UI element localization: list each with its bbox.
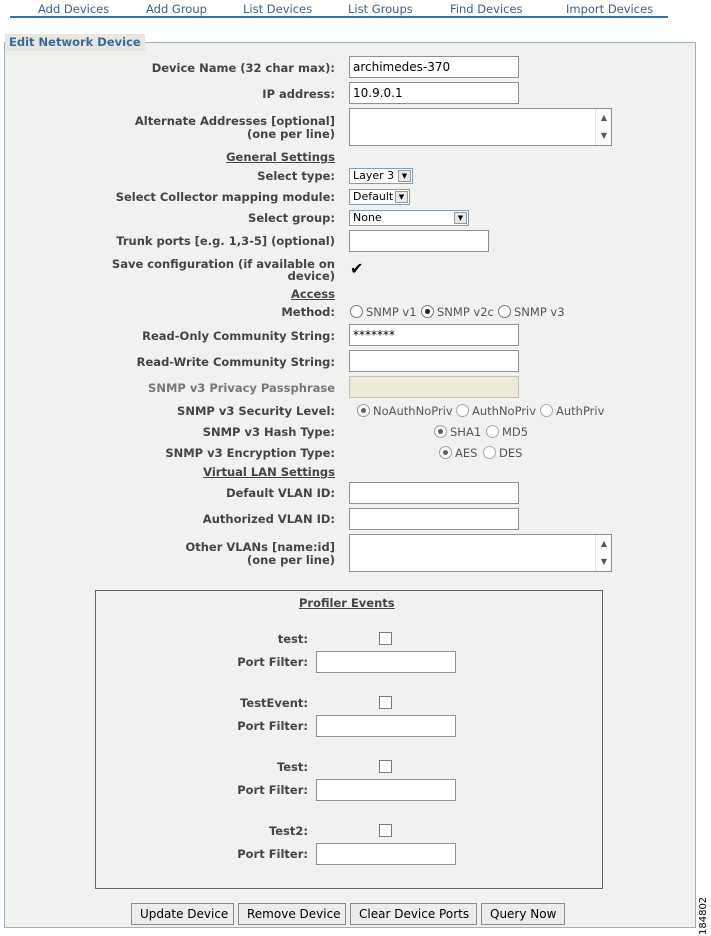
read-write-community-label: Read-Write Community String:	[136, 355, 335, 369]
other-vlans-sublabel: (one per line)	[247, 553, 335, 567]
hash-md5-label: MD5	[502, 425, 529, 439]
nav-find-devices[interactable]: Find Devices	[450, 2, 523, 16]
scroll-down-icon[interactable]: ▼	[600, 131, 608, 140]
save-configuration-sublabel: device)	[287, 269, 335, 283]
save-configuration-checkbox[interactable]: ✔	[350, 259, 364, 278]
security-noauthnopriv-label: NoAuthNoPriv	[373, 404, 453, 418]
nav-list-devices[interactable]: List Devices	[243, 2, 313, 16]
ip-address-input[interactable]: 10.9.0.1	[349, 82, 519, 104]
figure-id: 184802	[698, 896, 709, 935]
port-filter-label: Port Filter:	[237, 655, 308, 669]
remove-device-button[interactable]: Remove Device	[238, 903, 346, 925]
method-snmp-v2c-label: SNMP v2c	[437, 305, 494, 319]
update-device-button[interactable]: Update Device	[131, 903, 234, 925]
security-authnopriv-radio[interactable]	[456, 404, 469, 417]
security-noauthnopriv-radio[interactable]	[357, 404, 370, 417]
event-test-capital-checkbox[interactable]	[379, 760, 392, 773]
read-only-community-label: Read-Only Community String:	[142, 329, 335, 343]
port-filter-input[interactable]	[316, 779, 456, 801]
event-testevent-checkbox[interactable]	[379, 696, 392, 709]
dropdown-arrow-icon: ▼	[395, 191, 408, 203]
access-heading: Access	[290, 287, 335, 301]
alternate-addresses-sublabel: (one per line)	[247, 127, 335, 141]
encryption-des-radio[interactable]	[483, 446, 496, 459]
general-settings-heading: General Settings	[226, 150, 335, 164]
privacy-passphrase-label: SNMP v3 Privacy Passphrase	[148, 381, 335, 395]
port-filter-label: Port Filter:	[237, 719, 308, 733]
nav-list-groups[interactable]: List Groups	[348, 2, 413, 16]
encryption-des-label: DES	[499, 446, 523, 460]
vlan-settings-heading: Virtual LAN Settings	[203, 465, 335, 479]
default-vlan-label: Default VLAN ID:	[226, 486, 335, 500]
security-authnopriv-label: AuthNoPriv	[472, 404, 537, 418]
event-test-checkbox[interactable]	[379, 632, 392, 645]
dropdown-arrow-icon: ▼	[398, 170, 411, 182]
nav-add-group[interactable]: Add Group	[146, 2, 207, 16]
group-select-value: None	[353, 211, 382, 224]
device-name-input[interactable]: archimedes-370	[349, 56, 519, 78]
collector-select[interactable]	[349, 189, 410, 205]
other-vlans-label: Other VLANs [name:id]	[185, 540, 335, 554]
alternate-addresses-textarea[interactable]	[349, 108, 612, 146]
scroll-up-icon[interactable]: ▲	[600, 539, 608, 548]
event-name-label: TestEvent:	[240, 696, 308, 710]
read-only-community-input[interactable]: *******	[349, 324, 519, 346]
security-level-label: SNMP v3 Security Level:	[177, 404, 335, 418]
encryption-aes-radio[interactable]	[439, 446, 452, 459]
encryption-type-label: SNMP v3 Encryption Type:	[165, 446, 335, 460]
event-name-label: Test:	[276, 760, 308, 774]
nav-import-devices[interactable]: Import Devices	[566, 2, 654, 16]
method-snmp-v2c-radio[interactable]	[421, 305, 434, 318]
method-snmp-v3-radio[interactable]	[498, 305, 511, 318]
collector-module-label: Select Collector mapping module:	[115, 190, 335, 204]
privacy-passphrase-input	[349, 376, 519, 398]
save-configuration-label: Save configuration (if available on	[111, 257, 335, 271]
scroll-down-icon[interactable]: ▼	[600, 557, 608, 566]
event-test2-checkbox[interactable]	[379, 824, 392, 837]
hash-type-label: SNMP v3 Hash Type:	[202, 425, 335, 439]
default-vlan-input[interactable]	[349, 482, 519, 504]
textarea-scrollbar[interactable]	[595, 535, 611, 571]
trunk-ports-label: Trunk ports [e.g. 1,3-5] (optional)	[116, 234, 335, 248]
port-filter-label: Port Filter:	[237, 847, 308, 861]
device-name-label: Device Name (32 char max):	[151, 61, 335, 75]
select-group-label: Select group:	[248, 211, 335, 225]
alternate-addresses-label: Alternate Addresses [optional]	[134, 114, 335, 128]
top-navigation	[10, 0, 668, 18]
port-filter-label: Port Filter:	[237, 783, 308, 797]
method-snmp-v1-radio[interactable]	[350, 305, 363, 318]
type-select[interactable]	[349, 168, 413, 184]
read-write-community-input[interactable]	[349, 350, 519, 372]
port-filter-input[interactable]	[316, 715, 456, 737]
query-now-button[interactable]: Query Now	[481, 903, 565, 925]
collector-select-value: Default	[353, 190, 394, 203]
nav-add-devices[interactable]: Add Devices	[38, 2, 110, 16]
fieldset-legend: Edit Network Device	[5, 34, 145, 51]
ip-address-label: IP address:	[262, 87, 335, 101]
other-vlans-textarea[interactable]	[349, 534, 612, 572]
method-snmp-v3-label: SNMP v3	[514, 305, 565, 319]
type-select-value: Layer 3	[353, 169, 395, 182]
event-name-label: test:	[277, 632, 308, 646]
textarea-scrollbar[interactable]	[595, 109, 611, 145]
method-snmp-v1-label: SNMP v1	[366, 305, 417, 319]
method-label: Method:	[281, 305, 335, 319]
profiler-events-title: Profiler Events	[299, 596, 395, 610]
port-filter-input[interactable]	[316, 651, 456, 673]
scroll-up-icon[interactable]: ▲	[600, 113, 608, 122]
security-authpriv-label: AuthPriv	[556, 404, 605, 418]
dropdown-arrow-icon: ▼	[454, 212, 467, 224]
event-name-label: Test2:	[268, 824, 308, 838]
trunk-ports-input[interactable]	[349, 230, 489, 252]
authorized-vlan-label: Authorized VLAN ID:	[202, 512, 335, 526]
select-type-label: Select type:	[257, 169, 335, 183]
group-select[interactable]	[349, 210, 469, 226]
security-authpriv-radio[interactable]	[540, 404, 553, 417]
encryption-aes-label: AES	[455, 446, 478, 460]
clear-device-ports-button[interactable]: Clear Device Ports	[350, 903, 477, 925]
authorized-vlan-input[interactable]	[349, 508, 519, 530]
hash-md5-radio[interactable]	[486, 425, 499, 438]
port-filter-input[interactable]	[316, 843, 456, 865]
hash-sha1-radio[interactable]	[434, 425, 447, 438]
hash-sha1-label: SHA1	[450, 425, 482, 439]
